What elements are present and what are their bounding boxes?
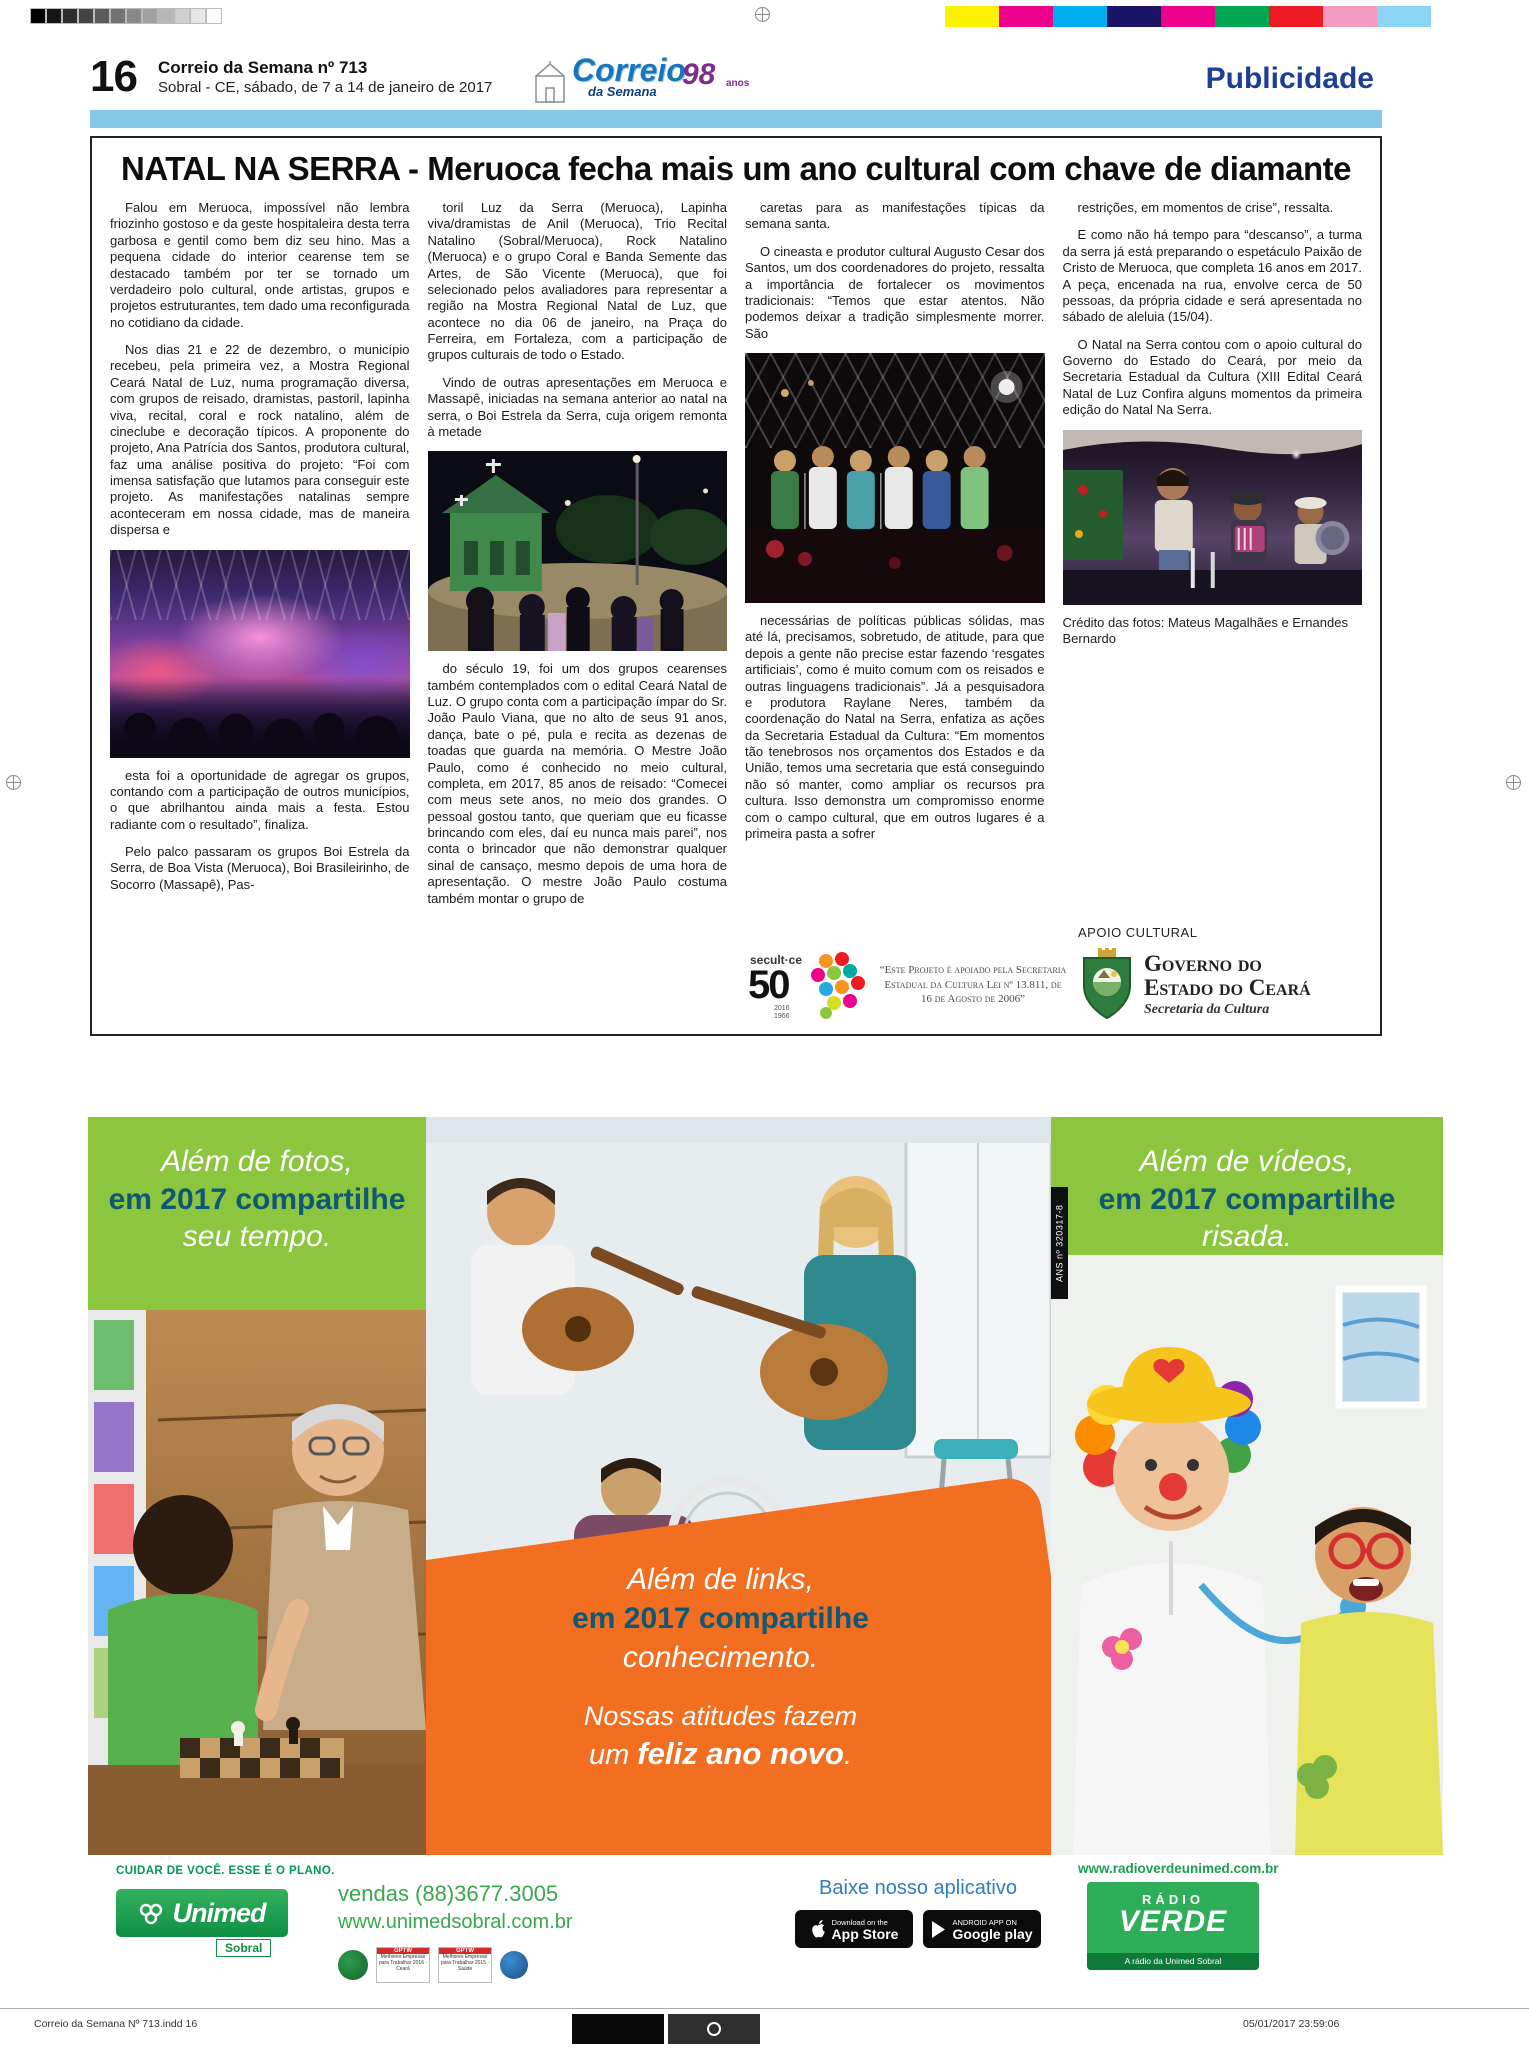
- audience-silhouette-graphic: [110, 676, 410, 757]
- page-number: 16: [90, 52, 137, 101]
- ad-line: Além de vídeos,: [1139, 1145, 1355, 1178]
- unimed-contact-strip: [88, 1855, 1443, 1995]
- registration-mark-icon: [1506, 775, 1521, 790]
- ad-line: seu tempo.: [182, 1220, 332, 1253]
- print-color-swatch: [945, 6, 999, 27]
- apple-icon: [810, 1920, 826, 1939]
- print-color-swatch: [190, 8, 206, 24]
- article-column-4: [1063, 200, 1363, 1010]
- ad-panel-links: [426, 1117, 1051, 1855]
- paragraph: Pelo palco passaram os grupos Boi Estrela da Serra, de Boa Vista (Meruoca), Boi Brasileirinho, de Socorro (Massapê), Pas-: [110, 844, 410, 892]
- dateline: Sobral - CE, sábado, de 7 a 14 de janeiro de 2017: [158, 79, 493, 96]
- logo-title: Correio: [572, 52, 686, 88]
- paragraph: caretas para as manifestações típicas da semana santa.: [745, 200, 1045, 232]
- article-headline: NATAL NA SERRA - Meruoca fecha mais um ano cultural com chave de diamante: [120, 150, 1352, 187]
- print-color-swatch: [94, 8, 110, 24]
- file-name-stamp: Correio da Semana Nº 713.indd 16: [34, 2018, 198, 2030]
- header-divider-bar: [90, 110, 1382, 128]
- ad-line: em 2017 compartilhe: [572, 1602, 869, 1636]
- print-color-swatch: [78, 8, 94, 24]
- ad-line: conhecimento.: [622, 1641, 819, 1675]
- secult-brand: secult·ce: [750, 953, 803, 967]
- paragraph: E como não há tempo para “descanso”, a turma da serra já está preparando o espetáculo Paixão de Cristo de Meruoca, que completa 16 anos em 2017. A peça, encenada na rua, envolve cerca de 50 pessoas, da própria cidade e será apresentada no sábado de aleluia (15/04).: [1062, 227, 1362, 325]
- app-download-block: [788, 1877, 1048, 1948]
- support-label: APOIO CULTURAL: [1078, 925, 1198, 940]
- article-column-1: [110, 200, 410, 1010]
- play-triangle-icon: [931, 1921, 946, 1938]
- gptw-badge-2015: GPTW Melhores Empresas para Trabalhar 2015 · Saúde: [438, 1947, 492, 1983]
- unimed-wordmark: Unimed: [172, 1897, 266, 1928]
- page-header: [90, 52, 1382, 108]
- paragraph: do século 19, foi um dos grupos cearenses também contemplados com o edital Ceará Natal de Luz. O grupo conta com a participação ímpar do Sr. João Paulo Viana, que no alto de seus 91 anos, dança, bate o pé, pula e recita as dezenas de toadas que guarda na memória. O Mestre João Paulo, como é conhecido no meio cultural, completa, em 2017, 85 anos de reisado: “Comecei com meus sete anos, no meio dos grandes. O pessoal gostou tanto, que queriam que eu ficasse brincando com eles, daí eu nunca mais parei”, nos conta o brincador que não demonstrar qualquer sinal de cansaço, mesmo depois de uma hora de apresentação. O mestre João Paulo costuma também montar o grupo de: [427, 661, 727, 906]
- registration-ring-icon: [707, 2022, 721, 2036]
- ceara-crest-icon: [1078, 948, 1136, 1022]
- article-column-2: [428, 200, 728, 1010]
- photo-grandfather-chess: [88, 1310, 426, 1855]
- radio-website[interactable]: www.radioverdeunimed.com.br: [1078, 1861, 1279, 1876]
- registration-mark-icon: [755, 7, 770, 22]
- ad-tagline: Nossas atitudes fazem: [583, 1701, 858, 1732]
- quality-seal-icon: [338, 1950, 368, 1980]
- footer-divider: [0, 2008, 1529, 2009]
- article-box: [90, 136, 1382, 1036]
- ad-text-fotos: [88, 1117, 426, 1256]
- gptw-badge-2016: GPTW Melhores Empresas para Trabalhar 2016 · Ceará: [376, 1947, 430, 1983]
- logo-anniversary-number: 98: [682, 58, 716, 91]
- press-control-block: [572, 2014, 664, 2044]
- ad-panel-photos: [88, 1117, 426, 1855]
- unimed-symbol-icon: [138, 1900, 164, 1926]
- ad-panel-videos: [1051, 1117, 1443, 1855]
- ad-text-videos: [1051, 1117, 1443, 1256]
- sales-website[interactable]: www.unimedsobral.com.br: [338, 1911, 573, 1933]
- paragraph: necessárias de políticas públicas sólidas, mas até lá, precisamos, sobretudo, de atitude, para que depois a gente não precise estar fazendo ‘resgates artificiais’, como é muito comum com os reisados e outras linguagens tradicionais”. Já a pesquisadora e produtora Raylane Neres, também da coordenação do Natal na Serra, enfatiza as ações da Secretaria Estadual da Cultura: “Em momentos tão tenebrosos nos orçamentos dos Estados e da União, temos uma secretaria que está conseguindo não só manter, como ampliar os recursos pra cultura. Isso demonstra um compromisso enorme com o campo cultural, que em outros lugares é a primeira pasta a sofrer: [745, 613, 1045, 841]
- government-secretary: Secretaria da Cultura: [1144, 1002, 1270, 1018]
- verde-word: VERDE: [1118, 1905, 1228, 1938]
- government-name-line2: Estado do Ceará: [1144, 975, 1311, 1000]
- print-color-swatch: [174, 8, 190, 24]
- press-control-block: [668, 2014, 760, 2044]
- ans-registration-label: ANS nº 320317-8: [1051, 1187, 1068, 1299]
- print-color-swatch: [1161, 6, 1215, 27]
- photo-credit: Crédito das fotos: Mateus Magalhães e Ernandes Bernardo: [1062, 614, 1348, 647]
- print-color-swatch: [110, 8, 126, 24]
- print-color-swatch: [1269, 6, 1323, 27]
- paragraph: Vindo de outras apresentações em Meruoca e Massapê, iniciadas na semana anterior ao natal na serra, o Boi Estrela da Serra, cuja origem remonta à metade: [427, 374, 727, 439]
- stage-truss-graphic: [110, 550, 410, 621]
- print-color-swatch: [1215, 6, 1269, 27]
- unimed-advertisement: [88, 1117, 1443, 1855]
- government-name-line1: Governo do: [1144, 950, 1262, 976]
- paragraph: Nos dias 21 e 22 de dezembro, o município recebeu, pela primeira vez, a Mostra Regional Ceará Natal de Luz, numa programação diversa, com grupos de reisado, dramistas, pastoril, lapinha viva, recital, coral e rock natalino, além de cineclube e decoração típicos. A proponente do projeto, Ana Patrícia dos Santos, produtora cultural, faz uma análise positiva do projeto: “Foi com imensa satisfação que lutamos para conseguir este projeto. As manifestações natalinas sempre aconteceram em nossa cidade, mas de maneira dispersa e: [110, 342, 410, 538]
- print-color-swatch: [30, 8, 46, 24]
- edition-title: Correio da Semana nº 713: [158, 58, 368, 77]
- secult-50-logo: [748, 949, 868, 1021]
- appstore-badge[interactable]: Download on the App Store: [795, 1910, 913, 1948]
- paragraph: restrições, em momentos de crise”, ressalta.: [1077, 200, 1334, 215]
- ad-line: Além de fotos,: [161, 1145, 353, 1178]
- print-color-swatch: [46, 8, 62, 24]
- print-color-swatch: [206, 8, 222, 24]
- newspaper-logo: [530, 52, 760, 108]
- photo-night-square-church: [428, 451, 728, 651]
- paragraph: O cineasta e produtor cultural Augusto Cesar dos Santos, um dos coordenadores do projeto, ressalta a importância de fortalecer os movimentos tradicionais: “Temos que estar atentos. Não podemos deixar a tradição simplesmente morrer. São: [745, 243, 1045, 341]
- print-color-swatch: [158, 8, 174, 24]
- print-color-swatch: [142, 8, 158, 24]
- unimed-logo: [116, 1889, 288, 1937]
- unimed-city-tag: Sobral: [216, 1939, 271, 1957]
- association-seal-icon: [500, 1951, 528, 1979]
- grayscale-calibration-bar: [30, 8, 222, 24]
- paragraph: O Natal na Serra contou com o apoio cultural do Governo do Estado do Ceará, por meio da Secretaria Estadual da Cultura (XIII Edital Ceará Natal de Luz Confira alguns momentos da primeira edição do Natal Na Serra.: [1062, 336, 1362, 418]
- photo-choir-on-stage: [745, 353, 1045, 603]
- paragraph: toril Luz da Serra (Meruoca), Lapinha viva/dramistas de Anil (Meruoca), Trio Recital Natalino (Sobral/Meruoca), Rock Natalino (Meruoca) e o grupo Coral e Banda Semente das Artes, de São Vicente (Meruoca), que foi selecionado pelos avaliadores para representar a região na Mostra Regional Natal de Luz, que acontece no dia 06 de janeiro, na Praça do Ferreira, em Fortaleza, com a participação de grupos culturais de todo o Estado.: [427, 200, 727, 363]
- ad-line: em 2017 compartilhe: [108, 1182, 406, 1216]
- cultural-support-block: [748, 925, 1358, 1022]
- radio-word: RÁDIO: [1142, 1892, 1204, 1907]
- radio-verde-logo: [1087, 1882, 1259, 1970]
- church-sketch-icon: [530, 60, 570, 109]
- print-timestamp: 05/01/2017 23:59:06: [1243, 2018, 1340, 2030]
- unimed-slogan: CUIDAR DE VOCÊ. ESSE É O PLANO.: [116, 1865, 335, 1877]
- print-color-swatch: [62, 8, 78, 24]
- ad-line: em 2017 compartilhe: [1098, 1182, 1396, 1216]
- government-logo: [1078, 948, 1311, 1022]
- radio-verde-block: [1078, 1861, 1279, 1970]
- ad-line: risada.: [1201, 1220, 1293, 1253]
- print-color-swatch: [1107, 6, 1161, 27]
- photo-kids-performing: [1063, 430, 1363, 605]
- googleplay-badge[interactable]: ANDROID APP ON Google play: [923, 1910, 1041, 1948]
- logo-subtitle: da Semana: [588, 84, 657, 99]
- print-color-swatch: [1377, 6, 1431, 27]
- ad-line: Além de links,: [627, 1563, 814, 1597]
- app-download-label: Baixe nosso aplicativo: [819, 1877, 1017, 1899]
- logo-anniversary-suffix: anos: [726, 78, 750, 89]
- photo-stage-concert: [110, 550, 410, 758]
- radio-tagline: A rádio da Unimed Sobral: [1087, 1953, 1259, 1970]
- registration-mark-icon: [6, 775, 21, 790]
- certification-badges: [338, 1947, 528, 1983]
- cmyk-calibration-bar: [945, 6, 1431, 27]
- secult-petals-icon: [796, 949, 868, 1021]
- photo-clown-doctor-boy: [1051, 1255, 1443, 1855]
- article-columns: [110, 200, 1362, 1010]
- ad-tagline-bold: um feliz ano novo.: [588, 1736, 853, 1772]
- edition-block: [158, 58, 492, 96]
- paragraph: esta foi a oportunidade de agregar os grupos, contando com a participação de outros municípios, o que abrilhantou ainda mais a festa. Estou radiante com o resultado”, finaliza.: [110, 767, 410, 832]
- support-quote: “Este Projeto é apoiado pela Secretaria Estadual da Cultura Lei nº 13.811, de 16 de Agosto de 2006”: [879, 963, 1067, 1006]
- paragraph: Falou em Meruoca, impossível não lembra friozinho gostoso e da geste hospitaleira desta terra garbosa e gentil como bem diz seu hino. Mas a pequena cidade do interior cearense tem se destacado também por ter se tornado um verdadeiro polo cultural, onde artistas, grupos e projetos estruturantes, tem dado uma reconfigurada no cotidiano da cidade.: [110, 200, 410, 330]
- print-color-swatch: [126, 8, 142, 24]
- section-label: Publicidade: [1205, 62, 1374, 95]
- ad-text-links: [460, 1560, 980, 1775]
- sales-contact-block: [338, 1881, 573, 1934]
- secult-number: 50: [748, 963, 789, 1007]
- secult-years: 2016 1966: [774, 1005, 790, 1020]
- article-column-3: [745, 200, 1045, 1010]
- print-color-swatch: [1323, 6, 1377, 27]
- print-color-swatch: [1053, 6, 1107, 27]
- sales-phone: vendas (88)3677.3005: [338, 1881, 559, 1906]
- print-color-swatch: [999, 6, 1053, 27]
